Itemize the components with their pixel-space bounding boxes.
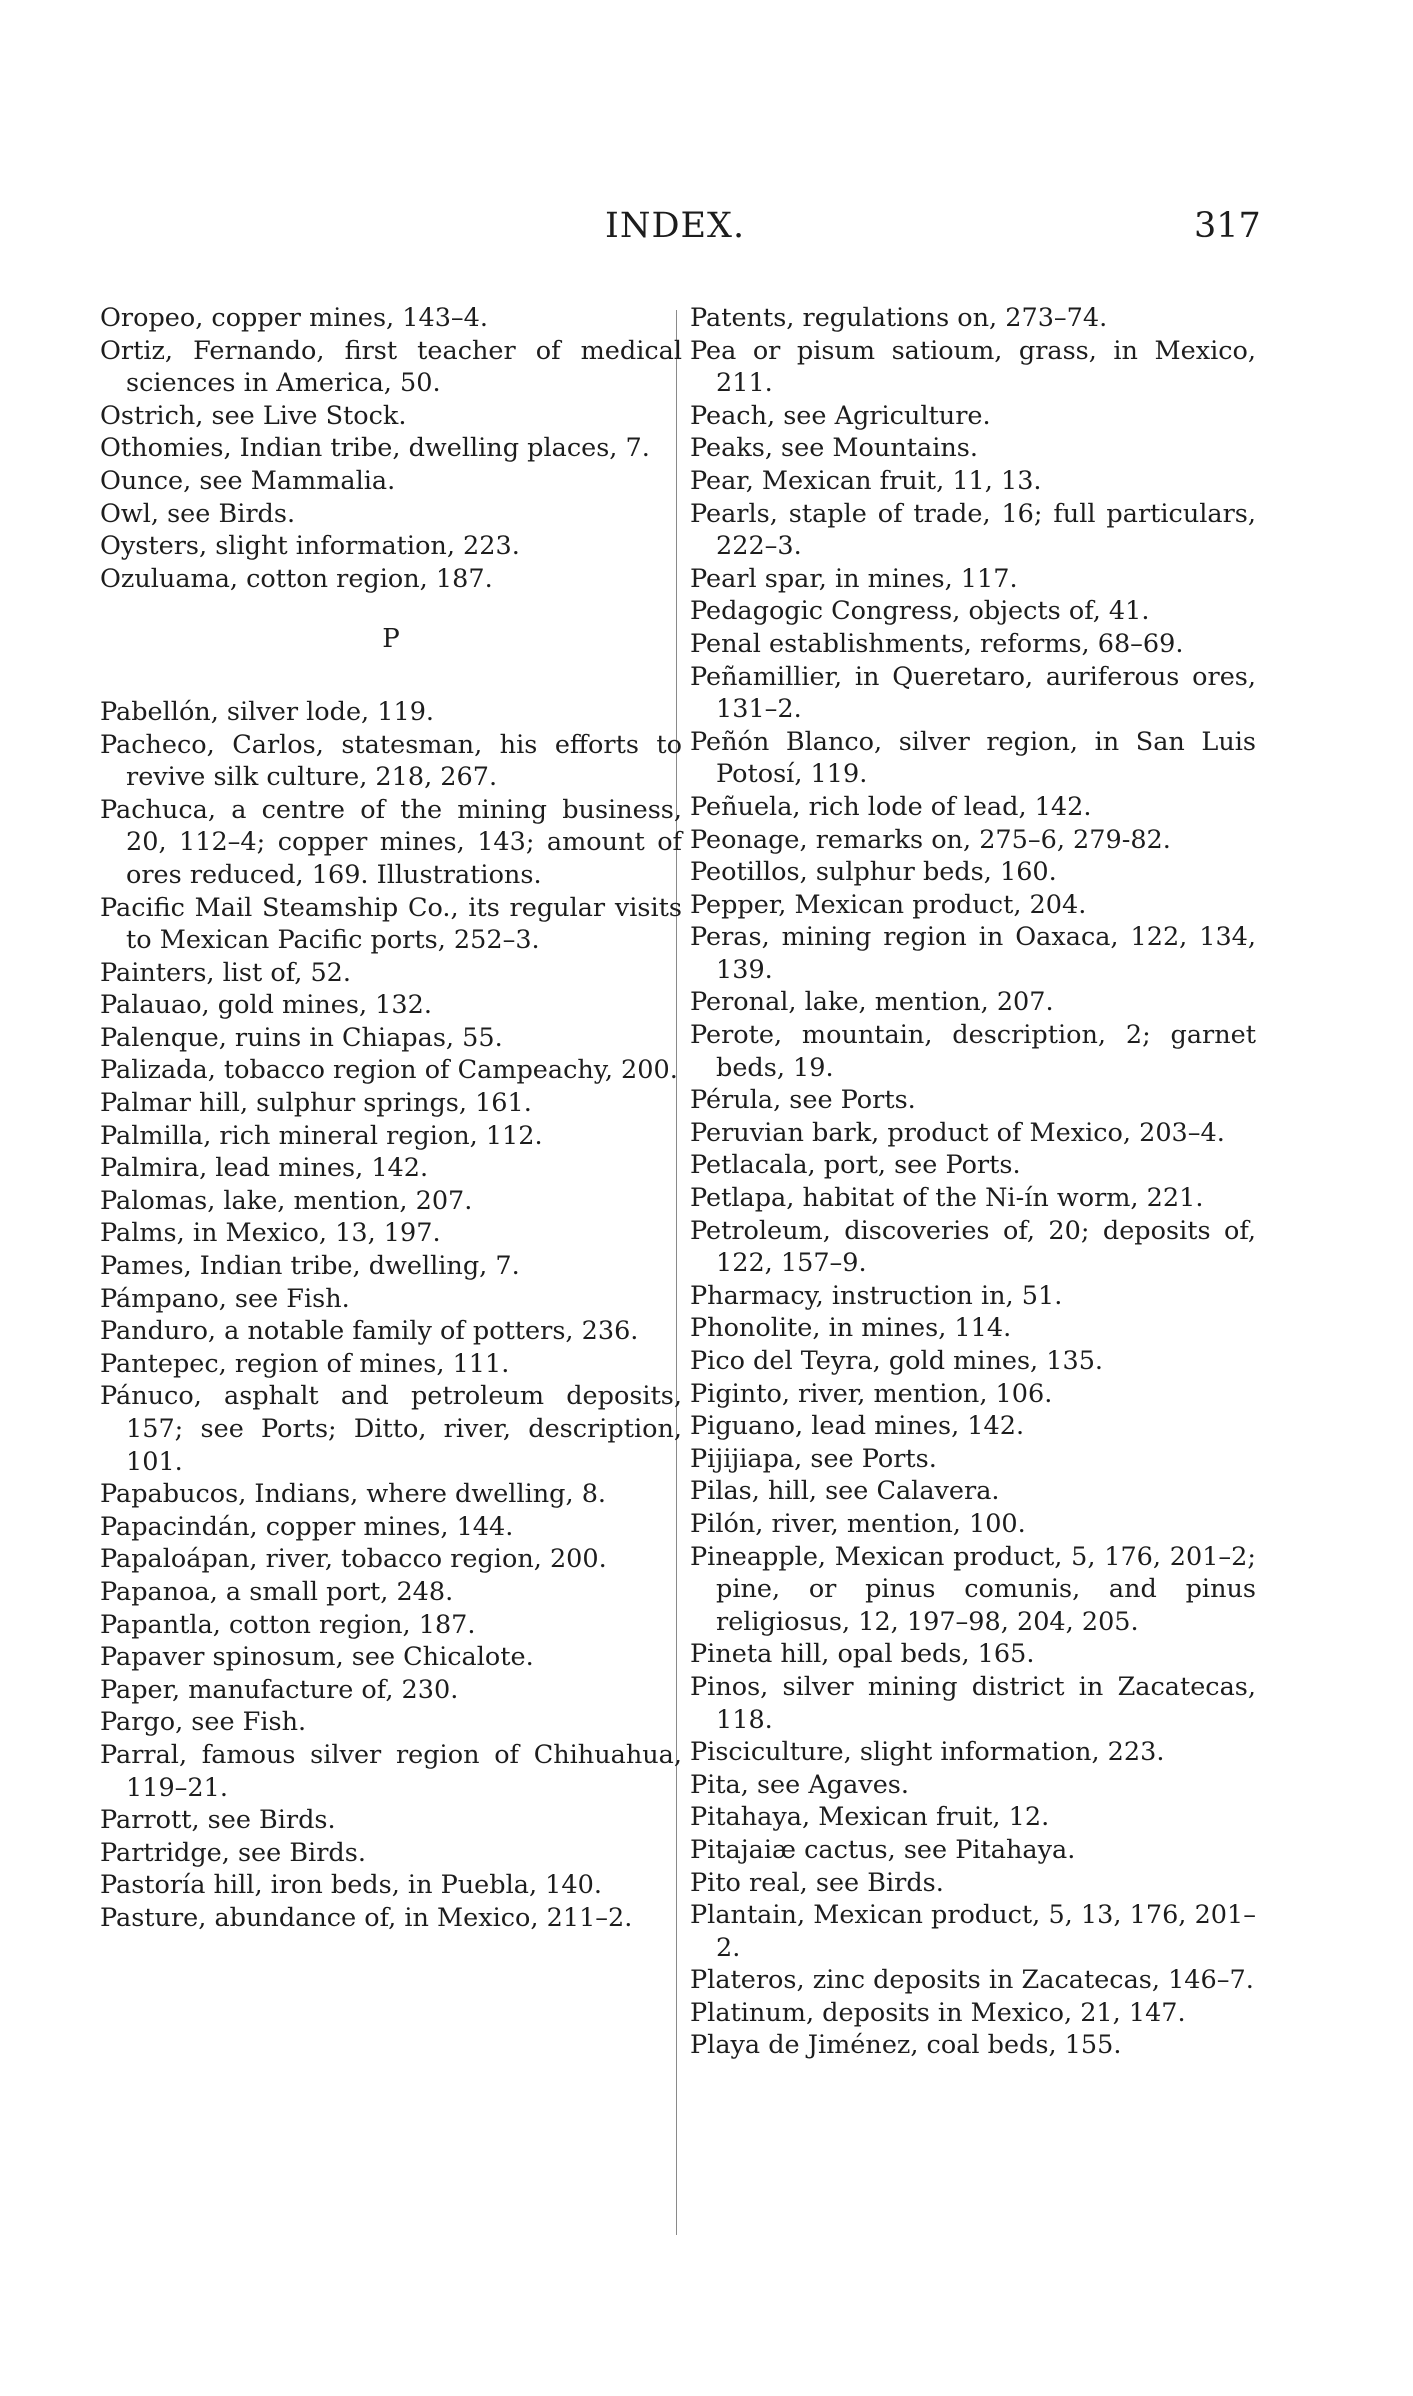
- index-entry: Palenque, ruins in Chiapas, 55.: [100, 1022, 503, 1053]
- index-entry: Penal establishments, reforms, 68–69.: [690, 628, 1184, 659]
- index-entry: Pitajaiæ cactus, see Pitahaya.: [690, 1834, 1076, 1865]
- index-entry: Pijijiapa, see Ports.: [690, 1443, 937, 1474]
- index-entry: Pasture, abundance of, in Mexico, 211–2.: [100, 1902, 633, 1933]
- index-entry: Pepper, Mexican product, 204.: [690, 889, 1087, 920]
- index-entry: Partridge, see Birds.: [100, 1837, 366, 1868]
- index-entry: Perote, mountain, description, 2; garnet beds, 19.: [690, 1020, 1256, 1083]
- index-entry: Plateros, zinc deposits in Zacatecas, 146–7.: [690, 1965, 1254, 1996]
- index-entry: Parral, famous silver region of Chihuahua, 119–21.: [100, 1739, 682, 1803]
- index-entry: Peras, mining region in Oaxaca, 122, 134, 139.: [690, 922, 1256, 985]
- index-entry: Palmar hill, sulphur springs, 161.: [100, 1088, 532, 1119]
- index-entry: Pastoría hill, iron beds, in Puebla, 140.: [100, 1870, 602, 1901]
- index-entry: Palmira, lead mines, 142.: [100, 1153, 429, 1184]
- index-entry: Pita, see Agaves.: [690, 1769, 909, 1800]
- index-entry: Peñuela, rich lode of lead, 142.: [690, 791, 1092, 822]
- index-entry: Panduro, a notable family of potters, 236.: [100, 1316, 639, 1347]
- index-entry: Pantepec, region of mines, 111.: [100, 1348, 510, 1379]
- index-entry: Piguano, lead mines, 142.: [690, 1411, 1025, 1442]
- index-entry: Peotillos, sulphur beds, 160.: [690, 857, 1057, 888]
- index-entry: Pilas, hill, see Calavera.: [690, 1476, 1000, 1507]
- index-entry: Peruvian bark, product of Mexico, 203–4.: [690, 1117, 1225, 1148]
- index-entry: Palmilla, rich mineral region, 112.: [100, 1120, 543, 1151]
- index-entry: Papacindán, copper mines, 144.: [100, 1511, 514, 1542]
- index-entry: Pea or pisum satioum, grass, in Mexico, 211.: [690, 335, 1256, 399]
- running-title: INDEX.: [605, 206, 746, 246]
- index-entry: Pearl spar, in mines, 117.: [690, 563, 1018, 594]
- index-entry: Pacific Mail Steamship Co., its regular visits to Mexican Pacific ports, 252–3.: [100, 892, 682, 956]
- index-entry: Pico del Teyra, gold mines, 135.: [690, 1346, 1104, 1376]
- index-entry: Peaks, see Mountains.: [690, 433, 978, 464]
- index-entry: Ostrich, see Live Stock.: [100, 400, 407, 431]
- index-entry: Peonage, remarks on, 275–6, 279-82.: [690, 824, 1171, 855]
- index-entry: Pitahaya, Mexican fruit, 12.: [690, 1802, 1050, 1833]
- index-entry: Pineta hill, opal beds, 165.: [690, 1639, 1035, 1670]
- index-entry: Othomies, Indian tribe, dwelling places, 7.: [100, 433, 650, 464]
- index-entry: Pabellón, silver lode, 119.: [100, 696, 435, 727]
- index-entry: Palauao, gold mines, 132.: [100, 990, 432, 1021]
- index-entry: Pérula, see Ports.: [690, 1085, 916, 1116]
- index-entry: Pargo, see Fish.: [100, 1707, 307, 1738]
- index-entry: Petlacala, port, see Ports.: [690, 1150, 1021, 1181]
- index-entry: Pearls, staple of trade, 16; full particulars, 222–3.: [690, 498, 1256, 562]
- index-entry: Pharmacy, instruction in, 51.: [690, 1280, 1063, 1311]
- index-entry: Pachuca, a centre of the mining business, 20, 112–4; copper mines, 143; amount of ores reduced, 169. Illustrations.: [100, 794, 682, 890]
- index-group-o: [100, 302, 682, 595]
- left-column: [100, 302, 682, 1935]
- index-entry: Peñón Blanco, silver region, in San Luis Potosí, 119.: [690, 726, 1256, 790]
- index-entry: Pear, Mexican fruit, 11, 13.: [690, 465, 1042, 496]
- index-entry: Parrott, see Birds.: [100, 1805, 336, 1836]
- index-entry: Peronal, lake, mention, 207.: [690, 987, 1054, 1018]
- index-entry: Pames, Indian tribe, dwelling, 7.: [100, 1251, 520, 1282]
- index-entry: Plantain, Mexican product, 5, 13, 176, 201–2.: [690, 1900, 1256, 1963]
- index-entry: Pámpano, see Fish.: [100, 1283, 350, 1314]
- index-entry: Pedagogic Congress, objects of, 41.: [690, 596, 1150, 627]
- index-entry: Peñamillier, in Queretaro, auriferous ores, 131–2.: [690, 661, 1256, 725]
- index-entry: Papaver spinosum, see Chicalote.: [100, 1642, 534, 1673]
- index-entry: Pito real, see Birds.: [690, 1867, 944, 1898]
- index-entry: Oysters, slight information, 223.: [100, 531, 520, 562]
- index-entry: Ozuluama, cotton region, 187.: [100, 563, 493, 594]
- index-entry: Palms, in Mexico, 13, 197.: [100, 1218, 441, 1249]
- index-entry: Pánuco, asphalt and petroleum deposits, 157; see Ports; Ditto, river, description, 101.: [100, 1381, 682, 1477]
- index-entry: Paper, manufacture of, 230.: [100, 1674, 459, 1705]
- right-column: [690, 302, 1256, 2062]
- index-entry: Playa de Jiménez, coal beds, 155.: [690, 2030, 1122, 2061]
- index-entry: Pacheco, Carlos, statesman, his efforts to revive silk culture, 218, 267.: [100, 729, 682, 793]
- index-group-p: [100, 696, 682, 1935]
- index-entry: Patents, regulations on, 273–74.: [690, 303, 1108, 333]
- index-entry: Papabucos, Indians, where dwelling, 8.: [100, 1479, 607, 1510]
- index-entry: Peach, see Agriculture.: [690, 400, 991, 431]
- page-number: 317: [1194, 206, 1261, 246]
- index-entry: Papanoa, a small port, 248.: [100, 1576, 454, 1607]
- index-entry: Platinum, deposits in Mexico, 21, 147.: [690, 1997, 1186, 2028]
- index-entry: Pineapple, Mexican product, 5, 176, 201–2; pine, or pinus comunis, and pinus religiosus, 12, 197–98, 204, 205.: [690, 1541, 1256, 1637]
- index-entry: Painters, list of, 52.: [100, 957, 352, 988]
- index-entry: Pilón, river, mention, 100.: [690, 1508, 1026, 1539]
- index-entry: Oropeo, copper mines, 143–4.: [100, 303, 488, 333]
- index-entry: Pinos, silver mining district in Zacatecas, 118.: [690, 1671, 1256, 1735]
- section-letter: P: [382, 624, 400, 655]
- index-entry: Ounce, see Mammalia.: [100, 465, 396, 496]
- index-entry: Ortiz, Fernando, first teacher of medical sciences in America, 50.: [100, 335, 682, 399]
- index-entry: Piginto, river, mention, 106.: [690, 1378, 1053, 1409]
- index-entry: Phonolite, in mines, 114.: [690, 1313, 1012, 1344]
- index-entry: Papaloápan, river, tobacco region, 200.: [100, 1544, 607, 1575]
- index-entry: Pisciculture, slight information, 223.: [690, 1737, 1165, 1768]
- index-entry: Petlapa, habitat of the Ni-ín worm, 221.: [690, 1183, 1204, 1214]
- index-entry: Palizada, tobacco region of Campeachy, 200.: [100, 1055, 678, 1086]
- index-entry: Petroleum, discoveries of, 20; deposits of, 122, 157–9.: [690, 1215, 1256, 1279]
- index-entry: Papantla, cotton region, 187.: [100, 1609, 476, 1640]
- index-entry: Palomas, lake, mention, 207.: [100, 1185, 473, 1216]
- page-header: [0, 206, 1413, 250]
- index-entry: Owl, see Birds.: [100, 498, 296, 529]
